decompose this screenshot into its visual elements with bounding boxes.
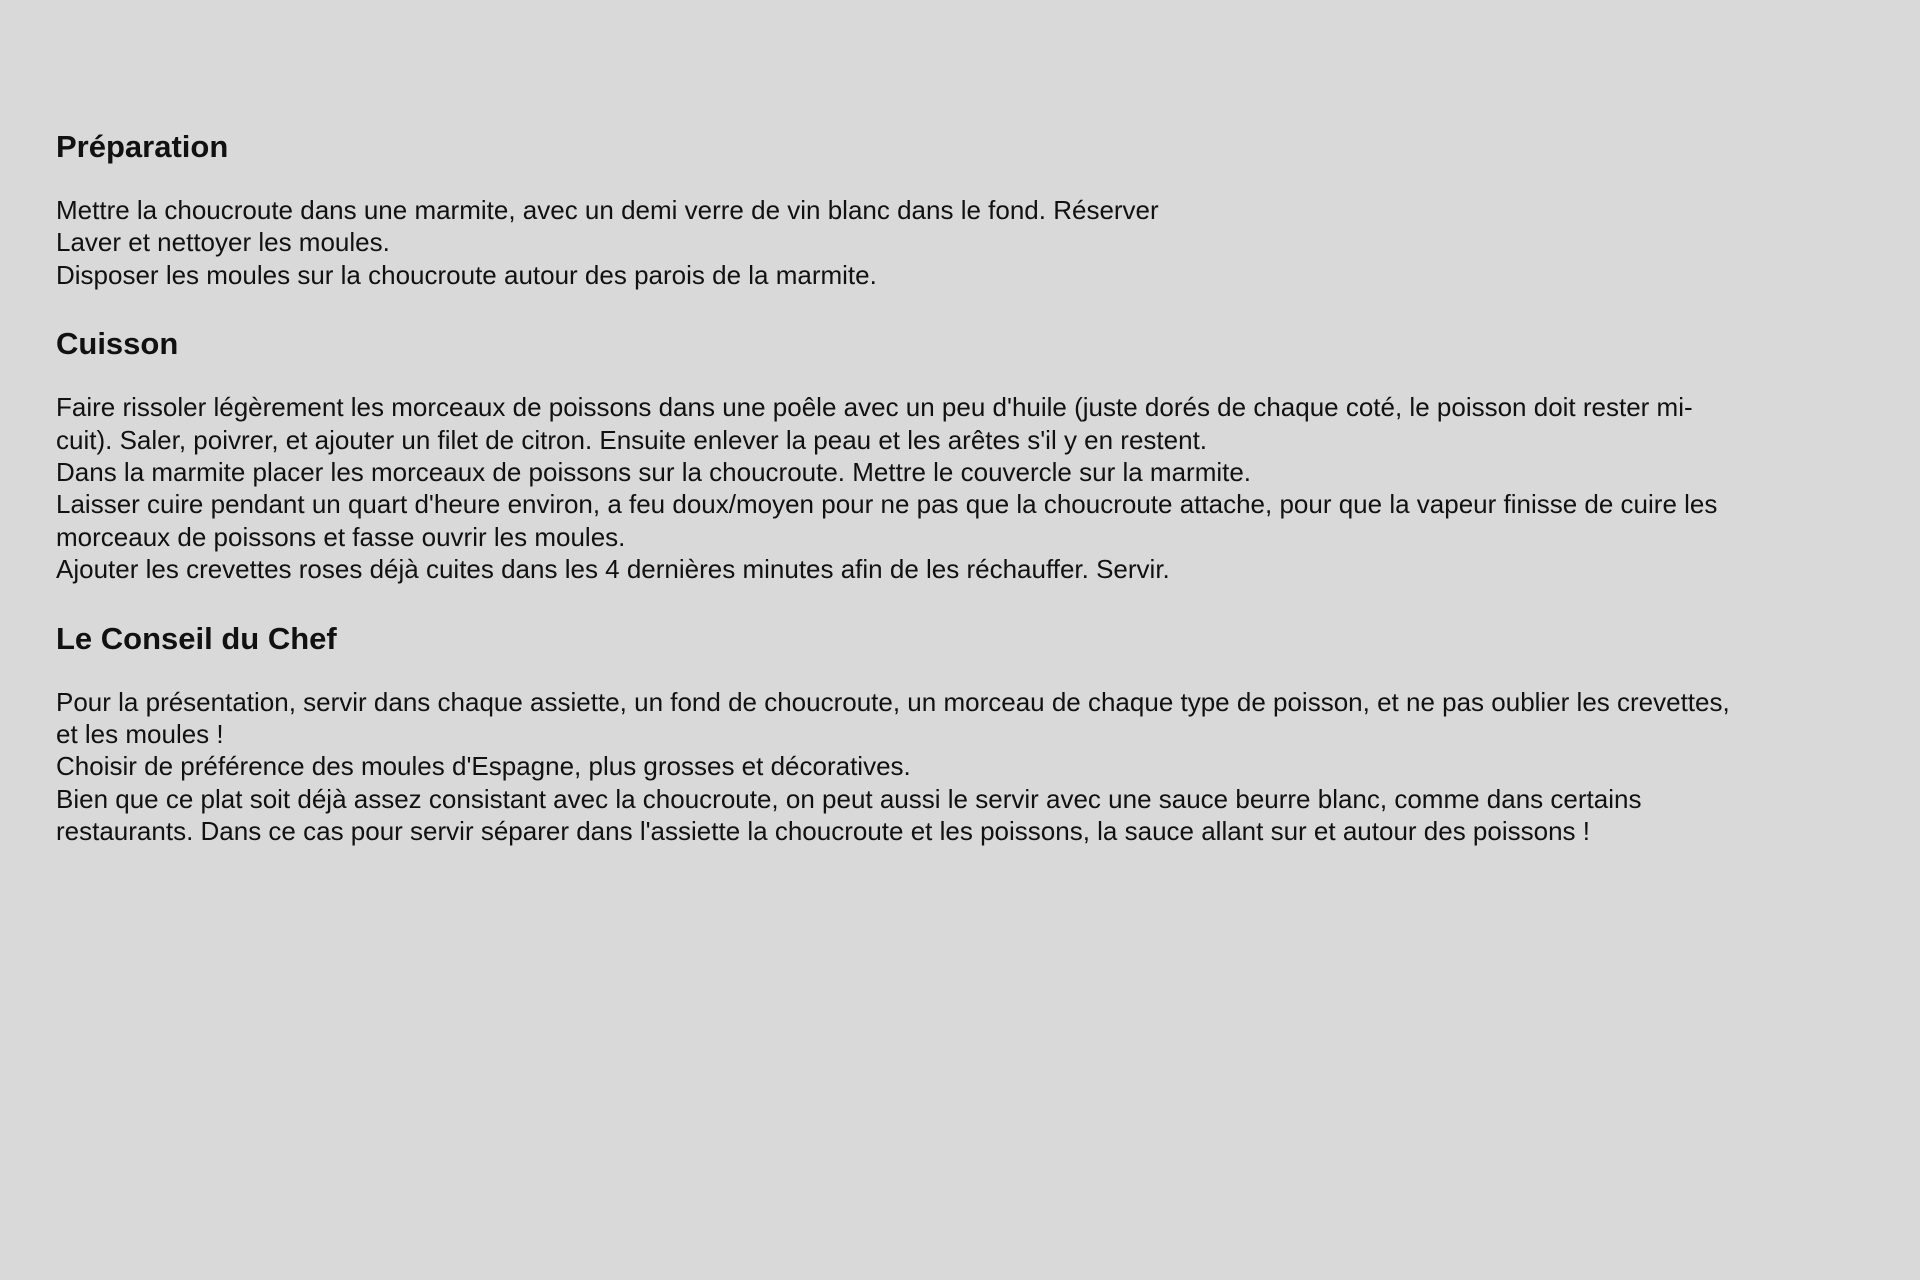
preparation-line: Mettre la choucroute dans une marmite, avec un demi verre de vin blanc dans le fond. Réserver <box>56 195 1159 225</box>
section-preparation <box>56 128 1864 291</box>
cuisson-line: Laisser cuire pendant un quart d'heure environ, a feu doux/moyen pour ne pas que la choucroute attache, pour que la vapeur finisse de cuire les <box>56 489 1718 520</box>
section-body-cuisson <box>56 391 1864 585</box>
conseil-line: Pour la présentation, servir dans chaque assiette, un fond de choucroute, un morceau de chaque type de poisson, et ne pas oublier les crevettes, <box>56 686 1730 717</box>
conseil-line: Choisir de préférence des moules d'Espagne, plus grosses et décoratives. <box>56 751 911 782</box>
section-title-conseil-du-chef: Le Conseil du Chef <box>56 620 337 656</box>
conseil-line: Bien que ce plat soit déjà assez consistant avec la choucroute, on peut aussi le servir avec une sauce beurre blanc, comme dans certains <box>56 783 1642 814</box>
section-conseil-du-chef <box>56 620 1864 848</box>
preparation-line: Disposer les moules sur la choucroute autour des parois de la marmite. <box>56 259 877 290</box>
cuisson-line: morceaux de poissons et fasse ouvrir les moules. <box>56 521 626 552</box>
preparation-line: Laver et nettoyer les moules. <box>56 227 390 258</box>
conseil-line: restaurants. Dans ce cas pour servir séparer dans l'assiette la choucroute et les poissons, la sauce allant sur et autour des poissons ! <box>56 816 1590 847</box>
cuisson-line: Faire rissoler légèrement les morceaux de poissons dans une poêle avec un peu d'huile (juste dorés de chaque coté, le poisson doit rester mi- <box>56 392 1693 423</box>
cuisson-line: Ajouter les crevettes roses déjà cuites dans les 4 dernières minutes afin de les réchauffer. Servir. <box>56 554 1170 585</box>
cuisson-line: cuit). Saler, poivrer, et ajouter un filet de citron. Ensuite enlever la peau et les arêtes s'il y en restent. <box>56 424 1208 455</box>
section-body-conseil-du-chef <box>56 686 1864 848</box>
conseil-line: et les moules ! <box>56 719 224 750</box>
section-body-preparation <box>56 194 1864 291</box>
section-title-cuisson: Cuisson <box>56 326 179 362</box>
section-cuisson <box>56 325 1864 585</box>
cuisson-line: Dans la marmite placer les morceaux de poissons sur la choucroute. Mettre le couvercle sur la marmite. <box>56 457 1252 488</box>
section-title-preparation: Préparation <box>56 129 229 164</box>
